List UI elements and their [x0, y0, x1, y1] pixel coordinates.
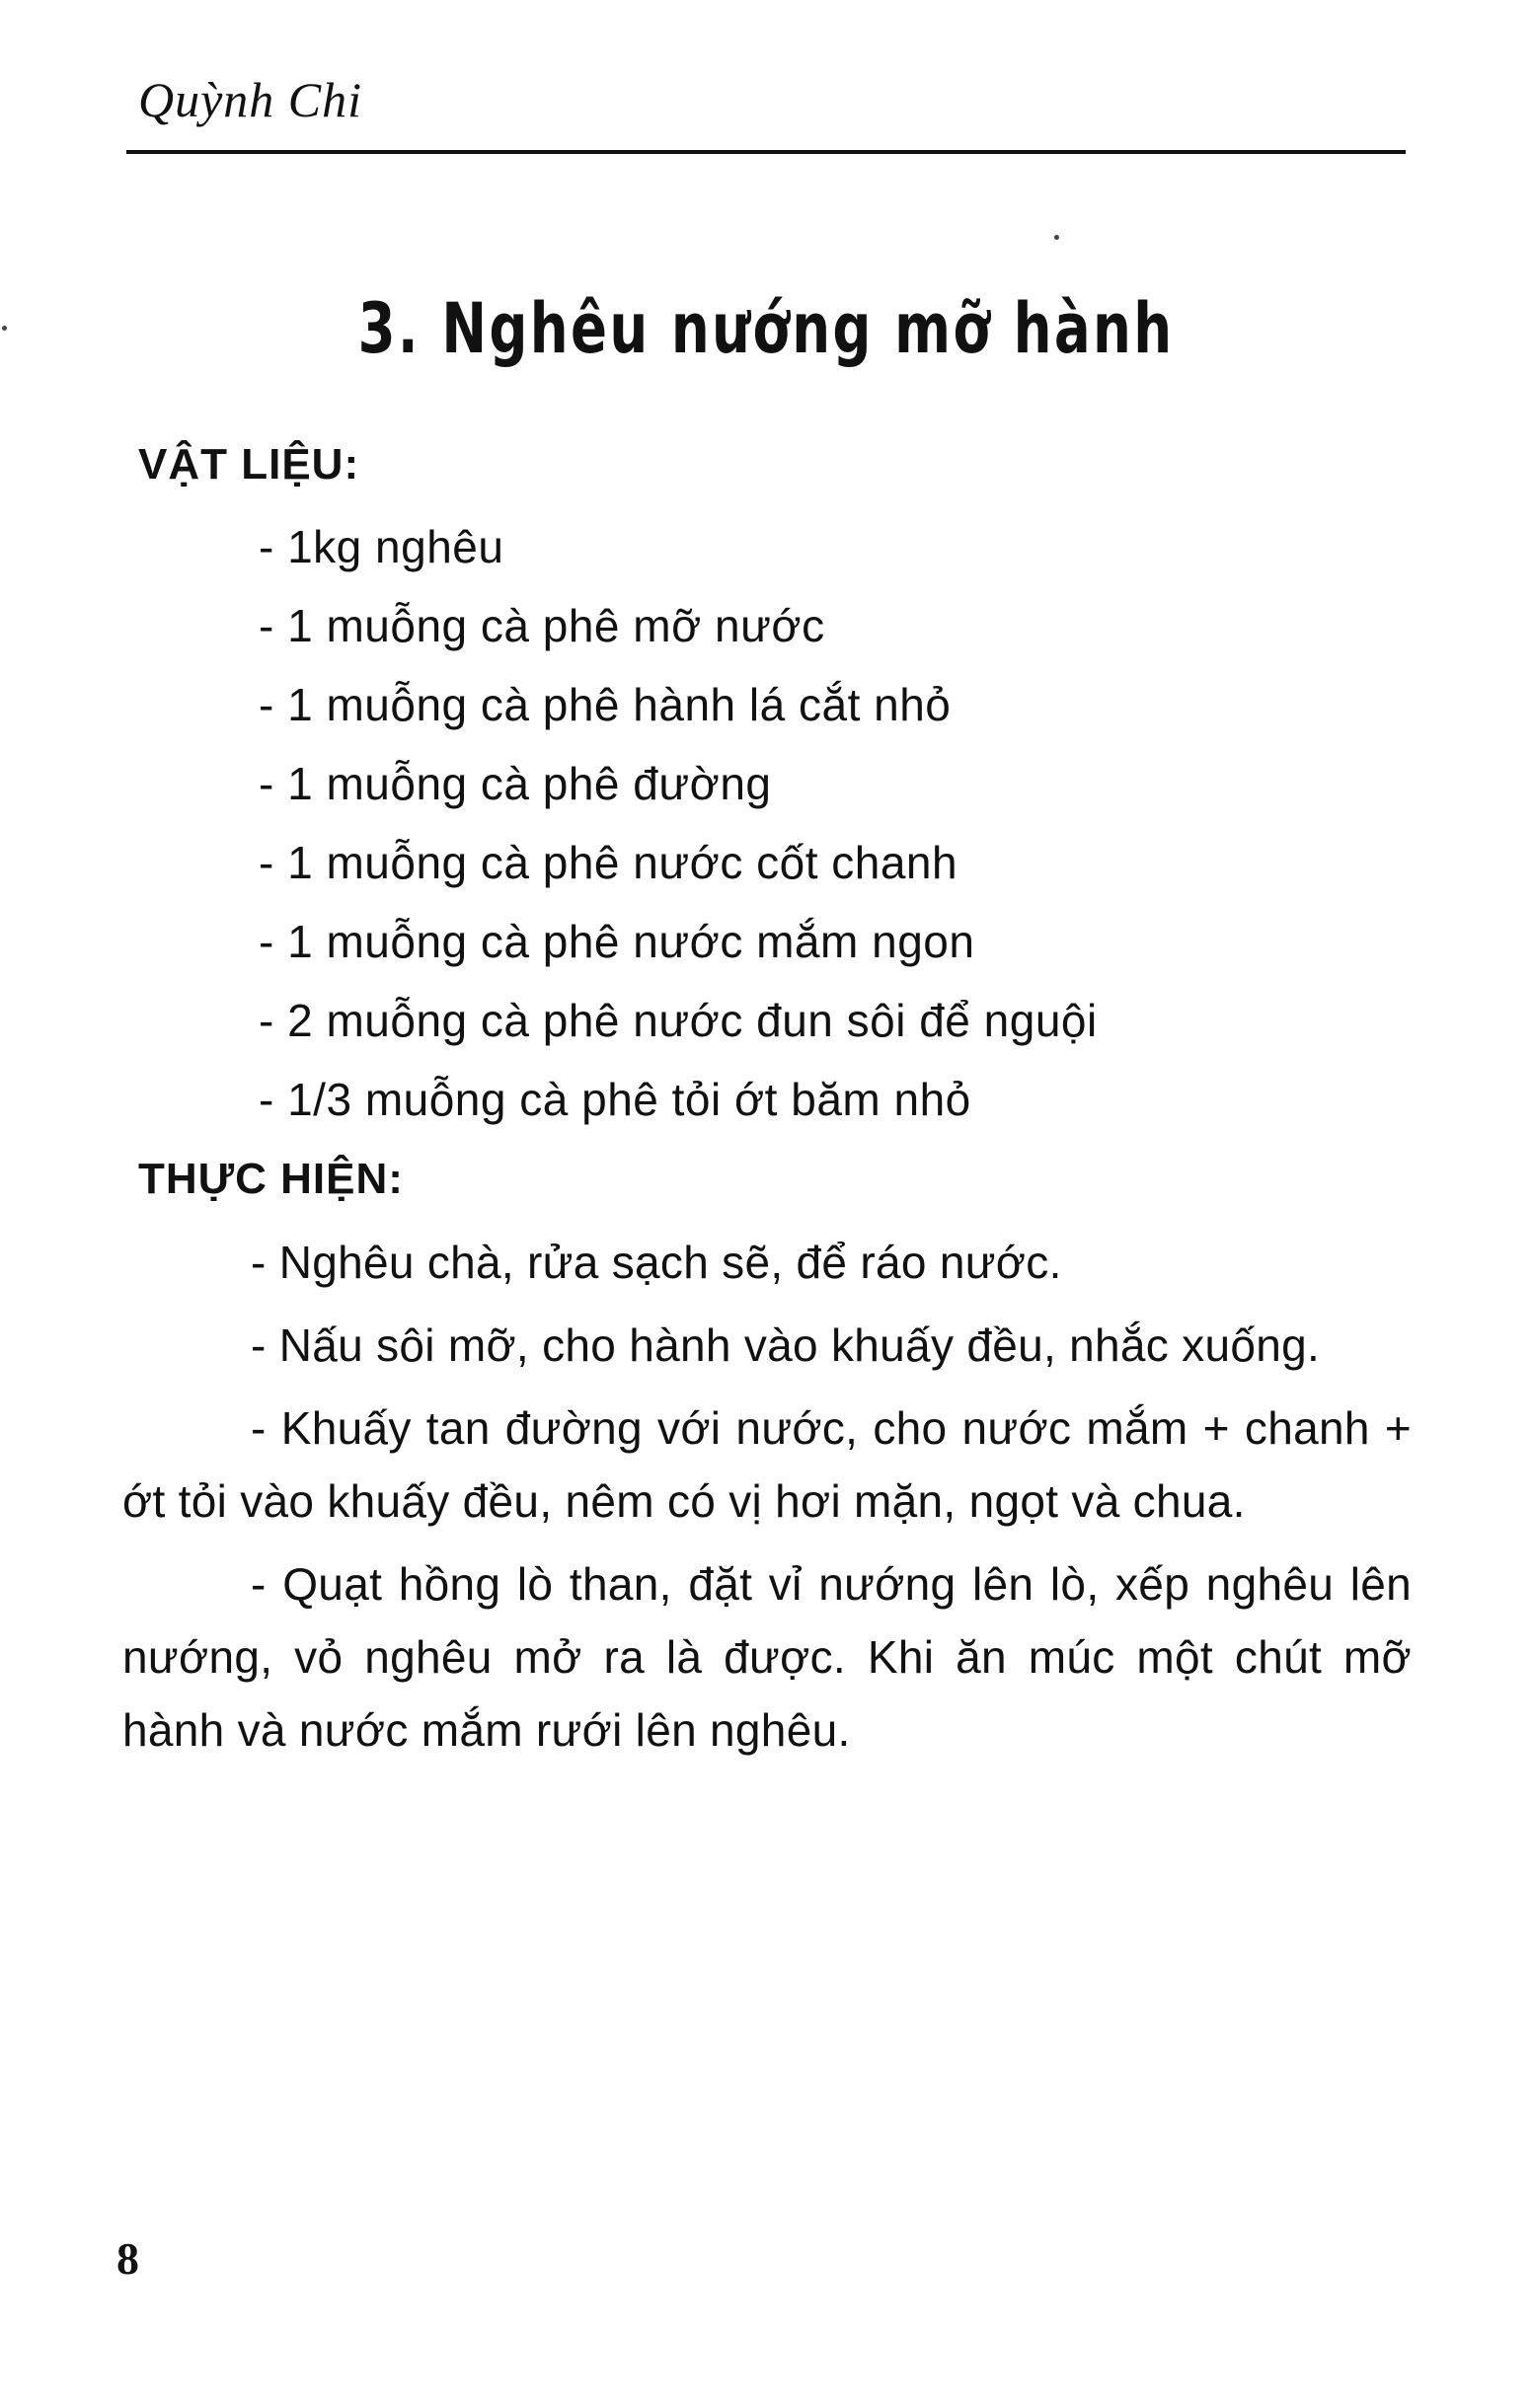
ingredient-list: [259, 517, 1098, 1149]
ingredient-item: - 1/3 muỗng cà phê tỏi ớt băm nhỏ: [259, 1074, 971, 1125]
running-header-author: Quỳnh Chi: [138, 72, 363, 127]
scan-speck: [2, 326, 7, 331]
ingredient-item: - 2 muỗng cà phê nước đun sôi để nguội: [259, 995, 1098, 1046]
method-step: - Nấu sôi mỡ, cho hành vào khuấy đều, nhắc xuống.: [251, 1319, 1321, 1371]
ingredient-item: - 1 muỗng cà phê mỡ nước: [259, 600, 825, 651]
page-number: 8: [116, 2233, 139, 2284]
ingredient-item: - 1 muỗng cà phê hành lá cắt nhỏ: [259, 679, 952, 730]
materials-heading: VẬT LIỆU:: [138, 440, 360, 489]
ingredient-item: - 1kg nghêu: [259, 521, 504, 572]
ingredient-item: - 1 muỗng cà phê đường: [259, 758, 772, 809]
method-heading: THỰC HIỆN:: [138, 1155, 404, 1203]
method-step: - Quạt hồng lò than, đặt vỉ nướng lên lò, xếp nghêu lên nướng, vỏ nghêu mở ra là được. Khi ăn múc một chút mỡ hành và nước mắm rưới lên nghêu.: [122, 1558, 1412, 1756]
method-step: - Nghêu chà, rửa sạch sẽ, để ráo nước.: [251, 1237, 1062, 1288]
method-steps: [122, 1226, 1412, 1776]
recipe-title: 3. Nghêu nướng mỡ hành: [357, 288, 1175, 369]
header-rule: [126, 150, 1406, 154]
ingredient-item: - 1 muỗng cà phê nước mắm ngon: [259, 916, 975, 967]
method-step: - Khuấy tan đường với nước, cho nước mắm + chanh + ớt tỏi vào khuấy đều, nêm có vị hơi mặn, ngọt và chua.: [122, 1402, 1412, 1527]
scan-speck: [1054, 235, 1059, 240]
ingredient-item: - 1 muỗng cà phê nước cốt chanh: [259, 837, 958, 888]
